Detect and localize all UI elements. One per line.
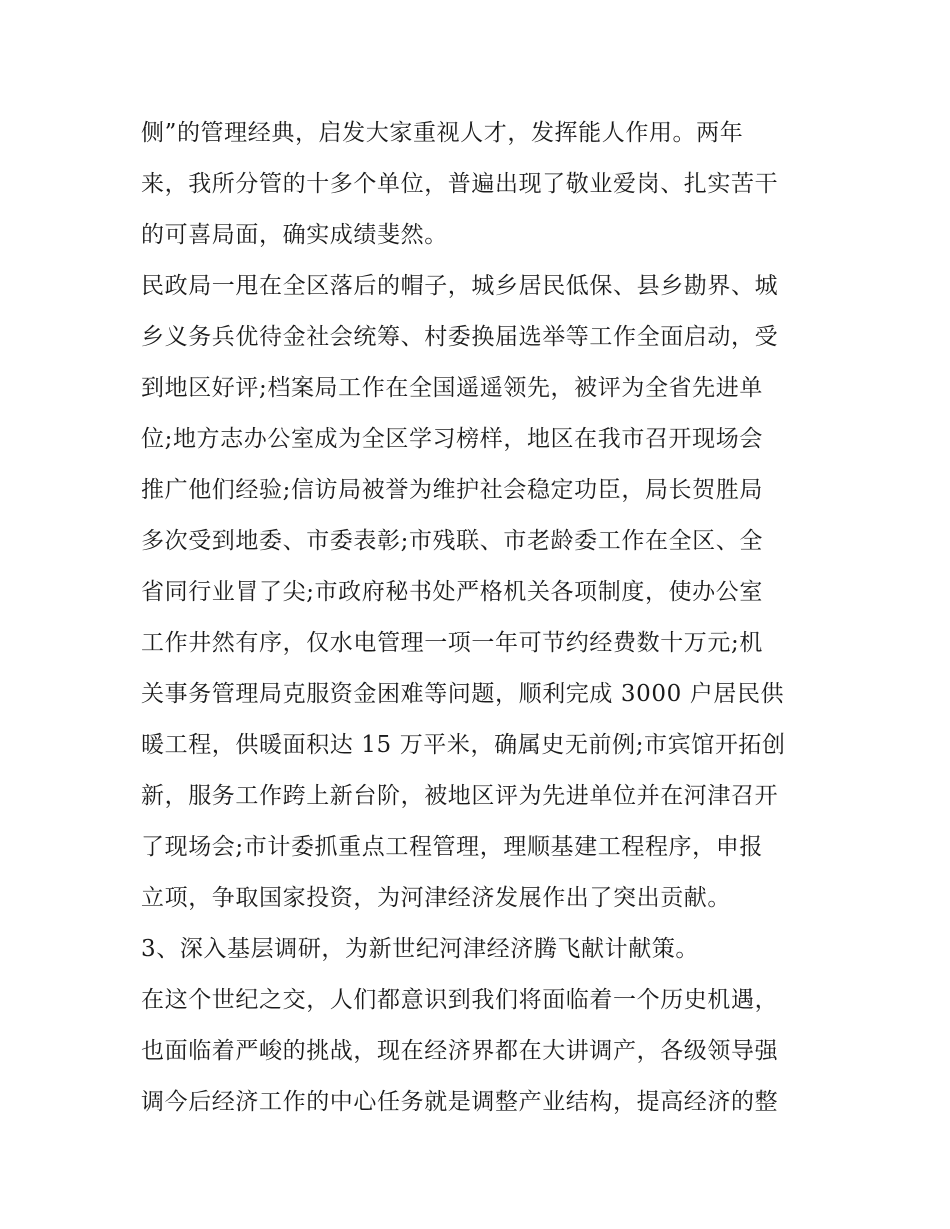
text-line: 在这个世纪之交，人们都意识到我们将面临着一个历史机遇， <box>141 987 779 1013</box>
section-heading: 3、深入基层调研，为新世纪河津经济腾飞献计献策。 <box>141 936 700 962</box>
text-line: 到地区好评;档案局工作在全国遥遥领先，被评为全省先进单 <box>141 375 763 401</box>
body-text <box>141 108 821 1128</box>
text-line: 关事务管理局克服资金困难等问题，顺利完成 3000 户居民供 <box>141 681 785 707</box>
text-line: 位;地方志办公室成为全区学习榜样，地区在我市召开现场会 <box>141 426 763 452</box>
text-line: 工作井然有序，仅水电管理一项一年可节约经费数十万元;机 <box>141 630 763 656</box>
text-line: 立项，争取国家投资，为河津经济发展作出了突出贡献。 <box>141 885 731 911</box>
text-line: 暖工程，供暖面积达 15 万平米，确属史无前例;市宾馆开拓创 <box>141 732 786 758</box>
text-line: 了现场会;市计委抓重点工程管理，理顺基建工程程序，申报 <box>141 834 763 860</box>
text-line: 的可喜局面，确实成绩斐然。 <box>141 222 448 248</box>
text-line: 也面临着严峻的挑战，现在经济界都在大讲调产，各级领导强 <box>141 1038 779 1064</box>
text-line: 省同行业冒了尖;市政府秘书处严格机关各项制度，使办公室 <box>141 579 763 605</box>
text-line: 推广他们经验;信访局被誉为维护社会稳定功臣，局长贺胜局 <box>141 477 763 503</box>
text-line: 侧”的管理经典，启发大家重视人才，发挥能人作用。两年 <box>141 120 744 146</box>
text-line: 乡义务兵优待金社会统筹、村委换届选举等工作全面启动，受 <box>141 324 779 350</box>
text-line: 多次受到地委、市委表彰;市残联、市老龄委工作在全区、全 <box>141 528 763 554</box>
text-line: 民政局一甩在全区落后的帽子，城乡居民低保、县乡勘界、城 <box>141 273 779 299</box>
text-line: 来，我所分管的十多个单位，普遍出现了敬业爱岗、扎实苦干 <box>141 171 779 197</box>
text-line: 调今后经济工作的中心任务就是调整产业结构，提高经济的整 <box>141 1089 779 1115</box>
text-line: 新，服务工作跨上新台阶，被地区评为先进单位并在河津召开 <box>141 783 779 809</box>
